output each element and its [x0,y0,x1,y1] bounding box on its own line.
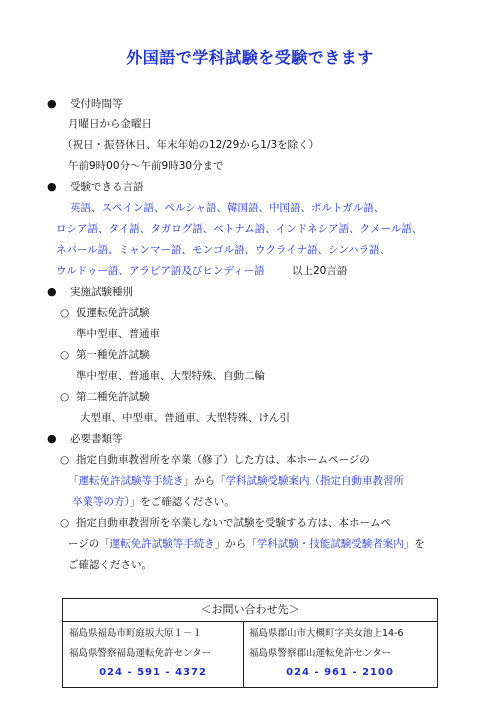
languages-line-1: 英語、スペイン語、ペルシャ語、韓国語、中国語、ポルトガル語、 [70,202,385,214]
page-title: 外国語で学科試験を受験できます [126,48,374,67]
link-written-exam-guide[interactable]: 学科試験受験案内（指定自動車教習所 [225,475,404,487]
type-first-class-detail: 準中型車、普通車、大型特殊、自動二輪 [76,370,265,382]
contact-header: ＜お問い合わせ先＞ [63,599,437,622]
circle-icon: ○ [60,391,70,403]
link-written-exam-guide-cont[interactable]: 卒業等の方） [72,496,130,508]
languages-line-2: ロシア語、タイ語、タガログ語、ベトナム語、インドネシア語、クメール語、 [56,223,423,235]
section-heading-languages: 受験できる言語 [70,181,144,193]
contact-fukushima [63,621,244,687]
circle-icon: ○ [60,307,70,319]
languages-line-3: ネパール語、ミャンマー語、モンゴル語、ウクライナ語、シンハラ語、 [56,244,391,256]
type-second-class: 第二種免許試験 [76,391,150,403]
link-license-procedures-2[interactable]: 運転免許試験等手続き [109,538,215,550]
docs-para1-line1: 指定自動車教習所を卒業（修了）した方は、本ホームページの [76,454,370,466]
section-heading-documents: 必要書類等 [70,433,123,445]
docs-para2-line3: ご確認ください。 [68,559,152,571]
link-license-procedures[interactable]: 運転免許試験等手続き [78,475,184,487]
fukushima-center-name: 福島県警察福島運転免許センター [69,648,212,659]
bullet-icon: ● [47,180,57,193]
fukushima-address: 福島県福島市町庭坂大原１－１ [69,628,203,639]
link-written-skill-exam-guide[interactable]: 学科試験・技能試験受験者案内 [256,538,404,550]
circle-icon: ○ [60,349,70,361]
hours-time: 午前9時00分～午前9時30分まで [68,160,224,172]
koriyama-phone: 024 - 961 - 2100 [286,667,394,678]
languages-total: 以上20言語 [292,265,348,277]
docs-para1-line3: 卒業等の方）」をご確認ください。 [72,496,235,508]
section-heading-hours: 受付時間等 [70,98,123,110]
koriyama-address: 福島県郡山市大槻町字美女池上14-6 [249,628,404,639]
docs-para1-line2: 「運転免許試験等手続き」から「学科試験受験案内（指定自動車教習所 [68,475,404,487]
bullet-icon: ● [47,97,57,110]
bullet-icon: ● [47,285,57,298]
contact-box [62,598,438,688]
fukushima-phone: 024 - 591 - 4372 [99,667,207,678]
circle-icon: ○ [60,454,70,466]
hours-exclusions: （祝日・振替休日、年末年始の12/29から1/3を除く） [62,139,320,151]
type-first-class: 第一種免許試験 [76,349,150,361]
hours-days: 月曜日から金曜日 [68,118,152,130]
section-heading-types: 実施試験種別 [70,286,133,298]
bullet-icon: ● [47,432,57,445]
contact-koriyama [243,621,437,687]
languages-line-4: ウルドゥー語、アラビア語及びヒンディー語 [56,265,265,277]
type-second-class-detail: 大型車、中型車、普通車、大型特殊、けん引 [80,412,290,424]
docs-para2-line2: ージの「運転免許試験等手続き」から「学科試験・技能試験受験者案内」を [68,538,425,550]
type-provisional-detail: 準中型車、普通車 [76,328,160,340]
koriyama-center-name: 福島県警察郡山運転免許センター [249,648,392,659]
docs-para2-line1: 指定自動車教習所を卒業しないで試験を受験する方は、本ホームペ [76,517,391,529]
type-provisional: 仮運転免許試験 [76,307,150,319]
circle-icon: ○ [60,517,70,529]
